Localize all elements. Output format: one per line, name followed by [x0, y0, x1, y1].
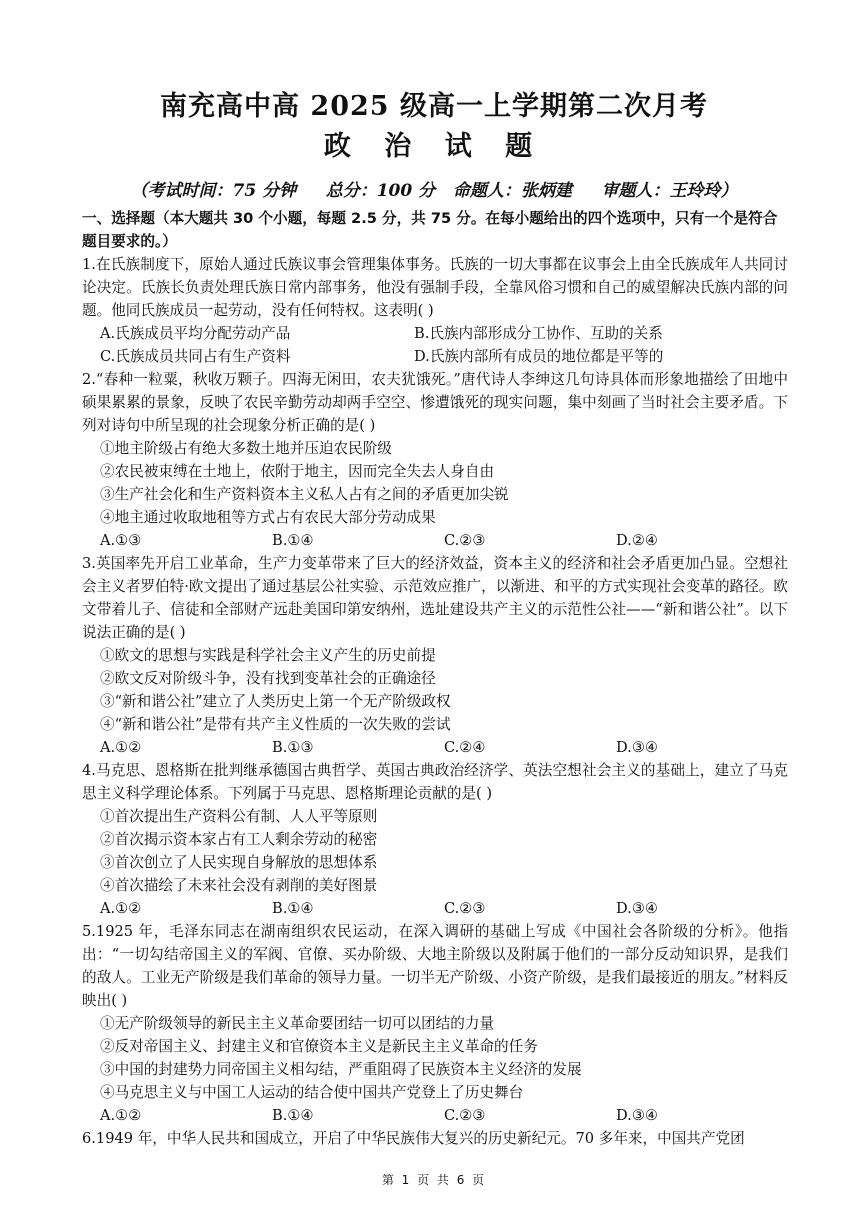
question-2-statement-3: ③生产社会化和生产资料资本主义私人占有之间的矛盾更加尖锐	[100, 486, 509, 503]
question-5-option-d: D.③④	[616, 1107, 658, 1124]
question-2-option-c: C.②③	[444, 532, 486, 549]
question-1-option-d: D.氏族内部所有成员的地位都是平等的	[414, 348, 664, 365]
question-3-statement-2: ②欧文反对阶级斗争，没有找到变革社会的正确途径	[100, 670, 436, 687]
question-2-options	[82, 529, 788, 552]
question-5-option-b: B.①④	[272, 1107, 314, 1124]
question-1-option-c: C.氏族成员共同占有生产资料	[100, 348, 291, 365]
question-3-options	[82, 736, 788, 759]
question-2-statement-4: ④地主通过收取地租等方式占有农民大部分劳动成果	[100, 509, 436, 526]
page-number-footer: 第 1 页 共 6 页	[381, 1173, 487, 1187]
question-4-statement-2: ②首次揭示资本家占有工人剩余劳动的秘密	[100, 831, 378, 848]
question-2-option-b: B.①④	[272, 532, 314, 549]
question-4-statement-4: ④首次描绘了未来社会没有剥削的美好图景	[100, 877, 378, 894]
question-5-stem: 5.1925 年，毛泽东同志在湖南组织农民运动，在深入调研的基础上写成《中国社会各阶级的分析》。他指出：“一切勾结帝国主义的军阀、官僚、买办阶级、大地主阶级以及附属于他们的一部分反动知识界，是我们的敌人。工业无产阶级是我们革命的领导力量。一切半无产阶级、小资产阶级，是我们最接近的朋友。”材料反映出( )	[82, 923, 788, 1009]
exam-info-line: （考试时间：75 分钟 总分：100 分 命题人：张炳建 审题人：王玲玲）	[130, 181, 738, 201]
question-4-statement-3: ③首次创立了人民实现自身解放的思想体系	[100, 854, 378, 871]
question-4-option-c: C.②③	[444, 900, 486, 917]
question-3-stem: 3.英国率先开启工业革命，生产力变革带来了巨大的经济效益，资本主义的经济和社会矛盾更加凸显。空想社会主义者罗伯特·欧文提出了通过基层公社实验、示范效应推广，以渐进、和平的方式实现社会变革的路径。欧文带着儿子、信徒和全部财产远赴美国印第安纳州，选址建设共产主义的示范性公社——“新和谐公社”。以下说法正确的是( )	[82, 555, 788, 641]
section-heading: 一、选择题（本大题共 30 个小题，每题 2.5 分，共 75 分。在每小题给出的四个选项中，只有一个是符合题目要求的。）	[82, 210, 778, 250]
question-3-option-c: C.②④	[444, 739, 486, 756]
question-3-option-a: A.①②	[100, 739, 142, 756]
question-5-option-a: A.①②	[100, 1107, 142, 1124]
question-3-statement-1: ①欧文的思想与实践是科学社会主义产生的历史前提	[100, 647, 436, 664]
question-1-options-row-2	[82, 345, 788, 368]
question-1-stem: 1.在氏族制度下，原始人通过氏族议事会管理集体事务。氏族的一切大事都在议事会上由全氏族成年人共同讨论决定。氏族长负责处理氏族日常内部事务，他没有强制手段，全靠风俗习惯和自己的威望解决氏族内部的问题。他同氏族成员一起劳动，没有任何特权。这表明( )	[82, 256, 788, 319]
question-4-option-a: A.①②	[100, 900, 142, 917]
question-2-stem: 2.“春种一粒粟，秋收万颗子。四海无闲田，农夫犹饿死。”唐代诗人李绅这几句诗具体而形象地描绘了田地中硕果累累的景象，反映了农民辛勤劳动却两手空空、惨遭饿死的现实问题，集中刻画了当时社会主要矛盾。下列对诗句中所呈现的社会现象分析正确的是( )	[82, 371, 788, 434]
question-2-option-a: A.①③	[100, 532, 142, 549]
question-5-statement-2: ②反对帝国主义、封建主义和官僚资本主义是新民主主义革命的任务	[100, 1038, 538, 1055]
question-6-stem: 6.1949 年，中华人民共和国成立，开启了中华民族伟大复兴的历史新纪元。70 多年来，中国共产党团	[82, 1130, 745, 1147]
exam-content	[82, 207, 788, 1150]
question-5-statement-3: ③中国的封建势力同帝国主义相勾结，严重阻碍了民族资本主义经济的发展	[100, 1061, 582, 1078]
question-2-statement-1: ①地主阶级占有绝大多数土地并压迫农民阶级	[100, 440, 392, 457]
question-3-option-b: B.①③	[272, 739, 314, 756]
question-5-option-c: C.②③	[444, 1107, 486, 1124]
question-2-statement-2: ②农民被束缚在土地上，依附于地主，因而完全失去人身自由	[100, 463, 495, 480]
question-1-option-b: B.氏族内部形成分工协作、互助的关系	[414, 325, 663, 342]
exam-title: 南充高中高 2025 级高一上学期第二次月考	[160, 91, 708, 122]
question-1-option-a: A.氏族成员平均分配劳动产品	[100, 325, 291, 342]
question-4-option-b: B.①④	[272, 900, 314, 917]
question-3-option-d: D.③④	[616, 739, 658, 756]
exam-subject-title: 政 治 试 题	[323, 131, 545, 162]
question-4-statement-1: ①首次提出生产资料公有制、人人平等原则	[100, 808, 378, 825]
question-5-statement-1: ①无产阶级领导的新民主主义革命要团结一切可以团结的力量	[100, 1015, 495, 1032]
question-5-statement-4: ④马克思主义与中国工人运动的结合使中国共产党登上了历史舞台	[100, 1084, 524, 1101]
question-1-options-row-1	[82, 322, 788, 345]
question-3-statement-4: ④“新和谐公社”是带有共产主义性质的一次失败的尝试	[100, 716, 451, 733]
question-5-options	[82, 1104, 788, 1127]
question-2-option-d: D.②④	[616, 532, 658, 549]
question-3-statement-3: ③“新和谐公社”建立了人类历史上第一个无产阶级政权	[100, 693, 451, 710]
question-4-option-d: D.③④	[616, 900, 658, 917]
question-4-stem: 4.马克思、恩格斯在批判继承德国古典哲学、英国古典政治经济学、英法空想社会主义的基础上，建立了马克思主义科学理论体系。下列属于马克思、恩格斯理论贡献的是( )	[82, 762, 788, 802]
question-4-options	[82, 897, 788, 920]
